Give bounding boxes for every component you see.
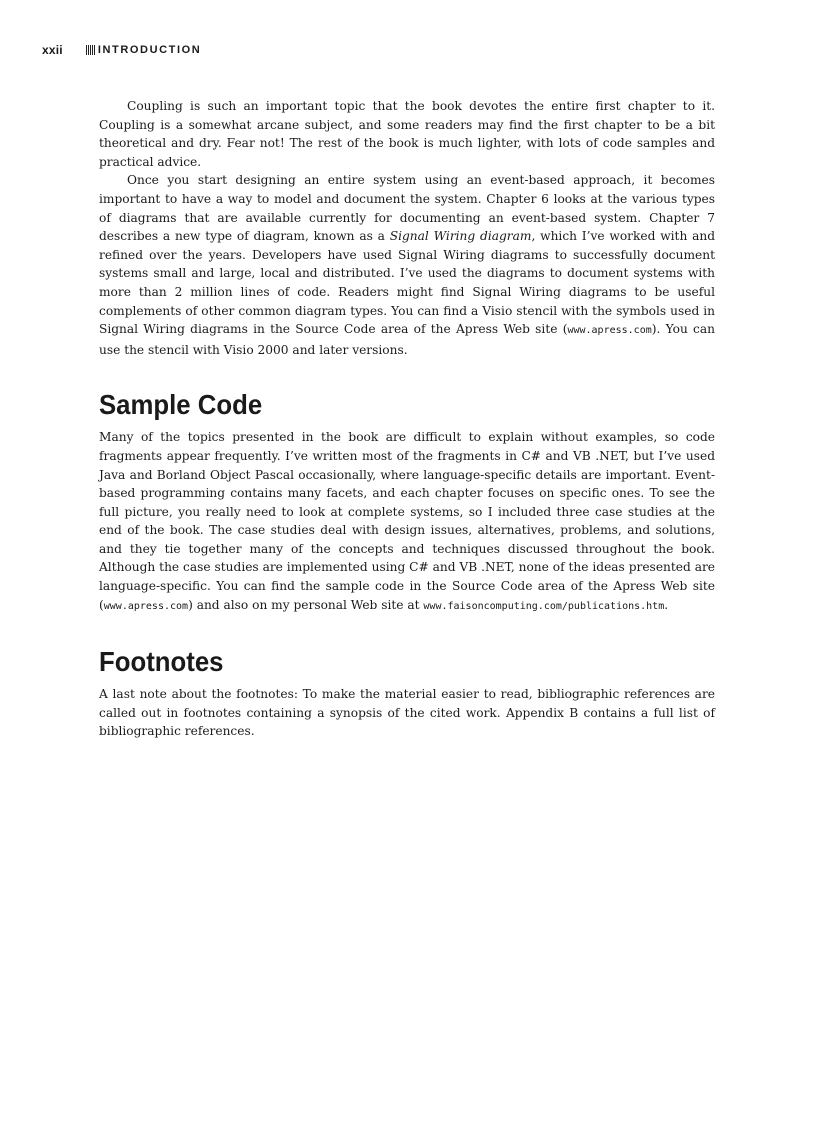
sample-code-text: ) and also on my personal Web site at (188, 597, 424, 612)
running-header (42, 42, 201, 58)
footnotes-heading: Footnotes (99, 646, 224, 678)
sample-code-paragraph (99, 428, 715, 616)
apress-url: www.apress.com (103, 600, 189, 612)
intro-paragraph-diagrams (99, 171, 715, 359)
footnotes-paragraph: A last note about the footnotes: To make the material easier to read, bibliographic references are called out in footnotes containing a synopsis of the cited work. Appendix B contains a full list of bibliographic references. (99, 687, 715, 739)
sample-code-text: Many of the topics presented in the book are difficult to explain without examples, so code fragments appear frequently. I’ve written most of the fragments in C# and VB .NET, but I’ve used Java and Borland Object Pascal occasionally, where language-specific details are important. Event-based programming contains many facets, and each chapter focuses on specific ones. To see the full picture, you really need to look at complete systems, so I included three case studies at the end of the book. The case studies deal with design issues, alternatives, problems, and solutions, and they tie together many of the concepts and techniques discussed throughout the book. Although the case studies are implemented using C# and VB .NET, none of the ideas presented are language-specific. You can find the sample code in the Source Code area of the Apress Web site ( (99, 430, 715, 612)
page-body (99, 97, 715, 741)
intro-paragraph-coupling: Coupling is such an important topic that the book devotes the entire first chapter to it. Coupling is a somewhat arcane subject, and some readers may find the first chapter to be a bit theoretical and dry. Fear not! The rest of the book is much lighter, with lots of code samples and practical advice. (99, 99, 715, 169)
intro-text-part: Once you start designing an entire system using an event-based approach, it becomes important to have a way to model and document the system. Chapter 6 looks at the various types of diagrams that are available currently for documenting an event-based system. Chapter 7 describes a new type of diagram, known as a (99, 173, 715, 244)
sample-code-text: . (664, 597, 669, 612)
intro-text-part: ). You can use the stencil with Visio 2000 and later versions. (99, 322, 715, 357)
apress-url: www.apress.com (567, 325, 652, 337)
hatched-square-icon (86, 45, 96, 55)
signal-wiring-term: Signal Wiring diagram (389, 229, 532, 244)
page-number: xxii (42, 43, 63, 57)
sample-code-heading: Sample Code (99, 389, 263, 421)
intro-text-part: , which I’ve worked with and refined over the years. Developers have used Signal Wiring diagrams to successfully document systems small and large, local and distributed. I’ve used the diagrams to document systems with more than 2 million lines of code. Readers might find Signal Wiring diagrams to be useful complements of other common diagram types. You can find a Visio stencil with the symbols used in Signal Wiring diagrams in the Source Code area of the Apress Web site ( (99, 229, 716, 337)
faison-url: www.faisoncomputing.com/publications.htm (423, 600, 665, 612)
running-section-title: INTRODUCTION (97, 44, 202, 56)
